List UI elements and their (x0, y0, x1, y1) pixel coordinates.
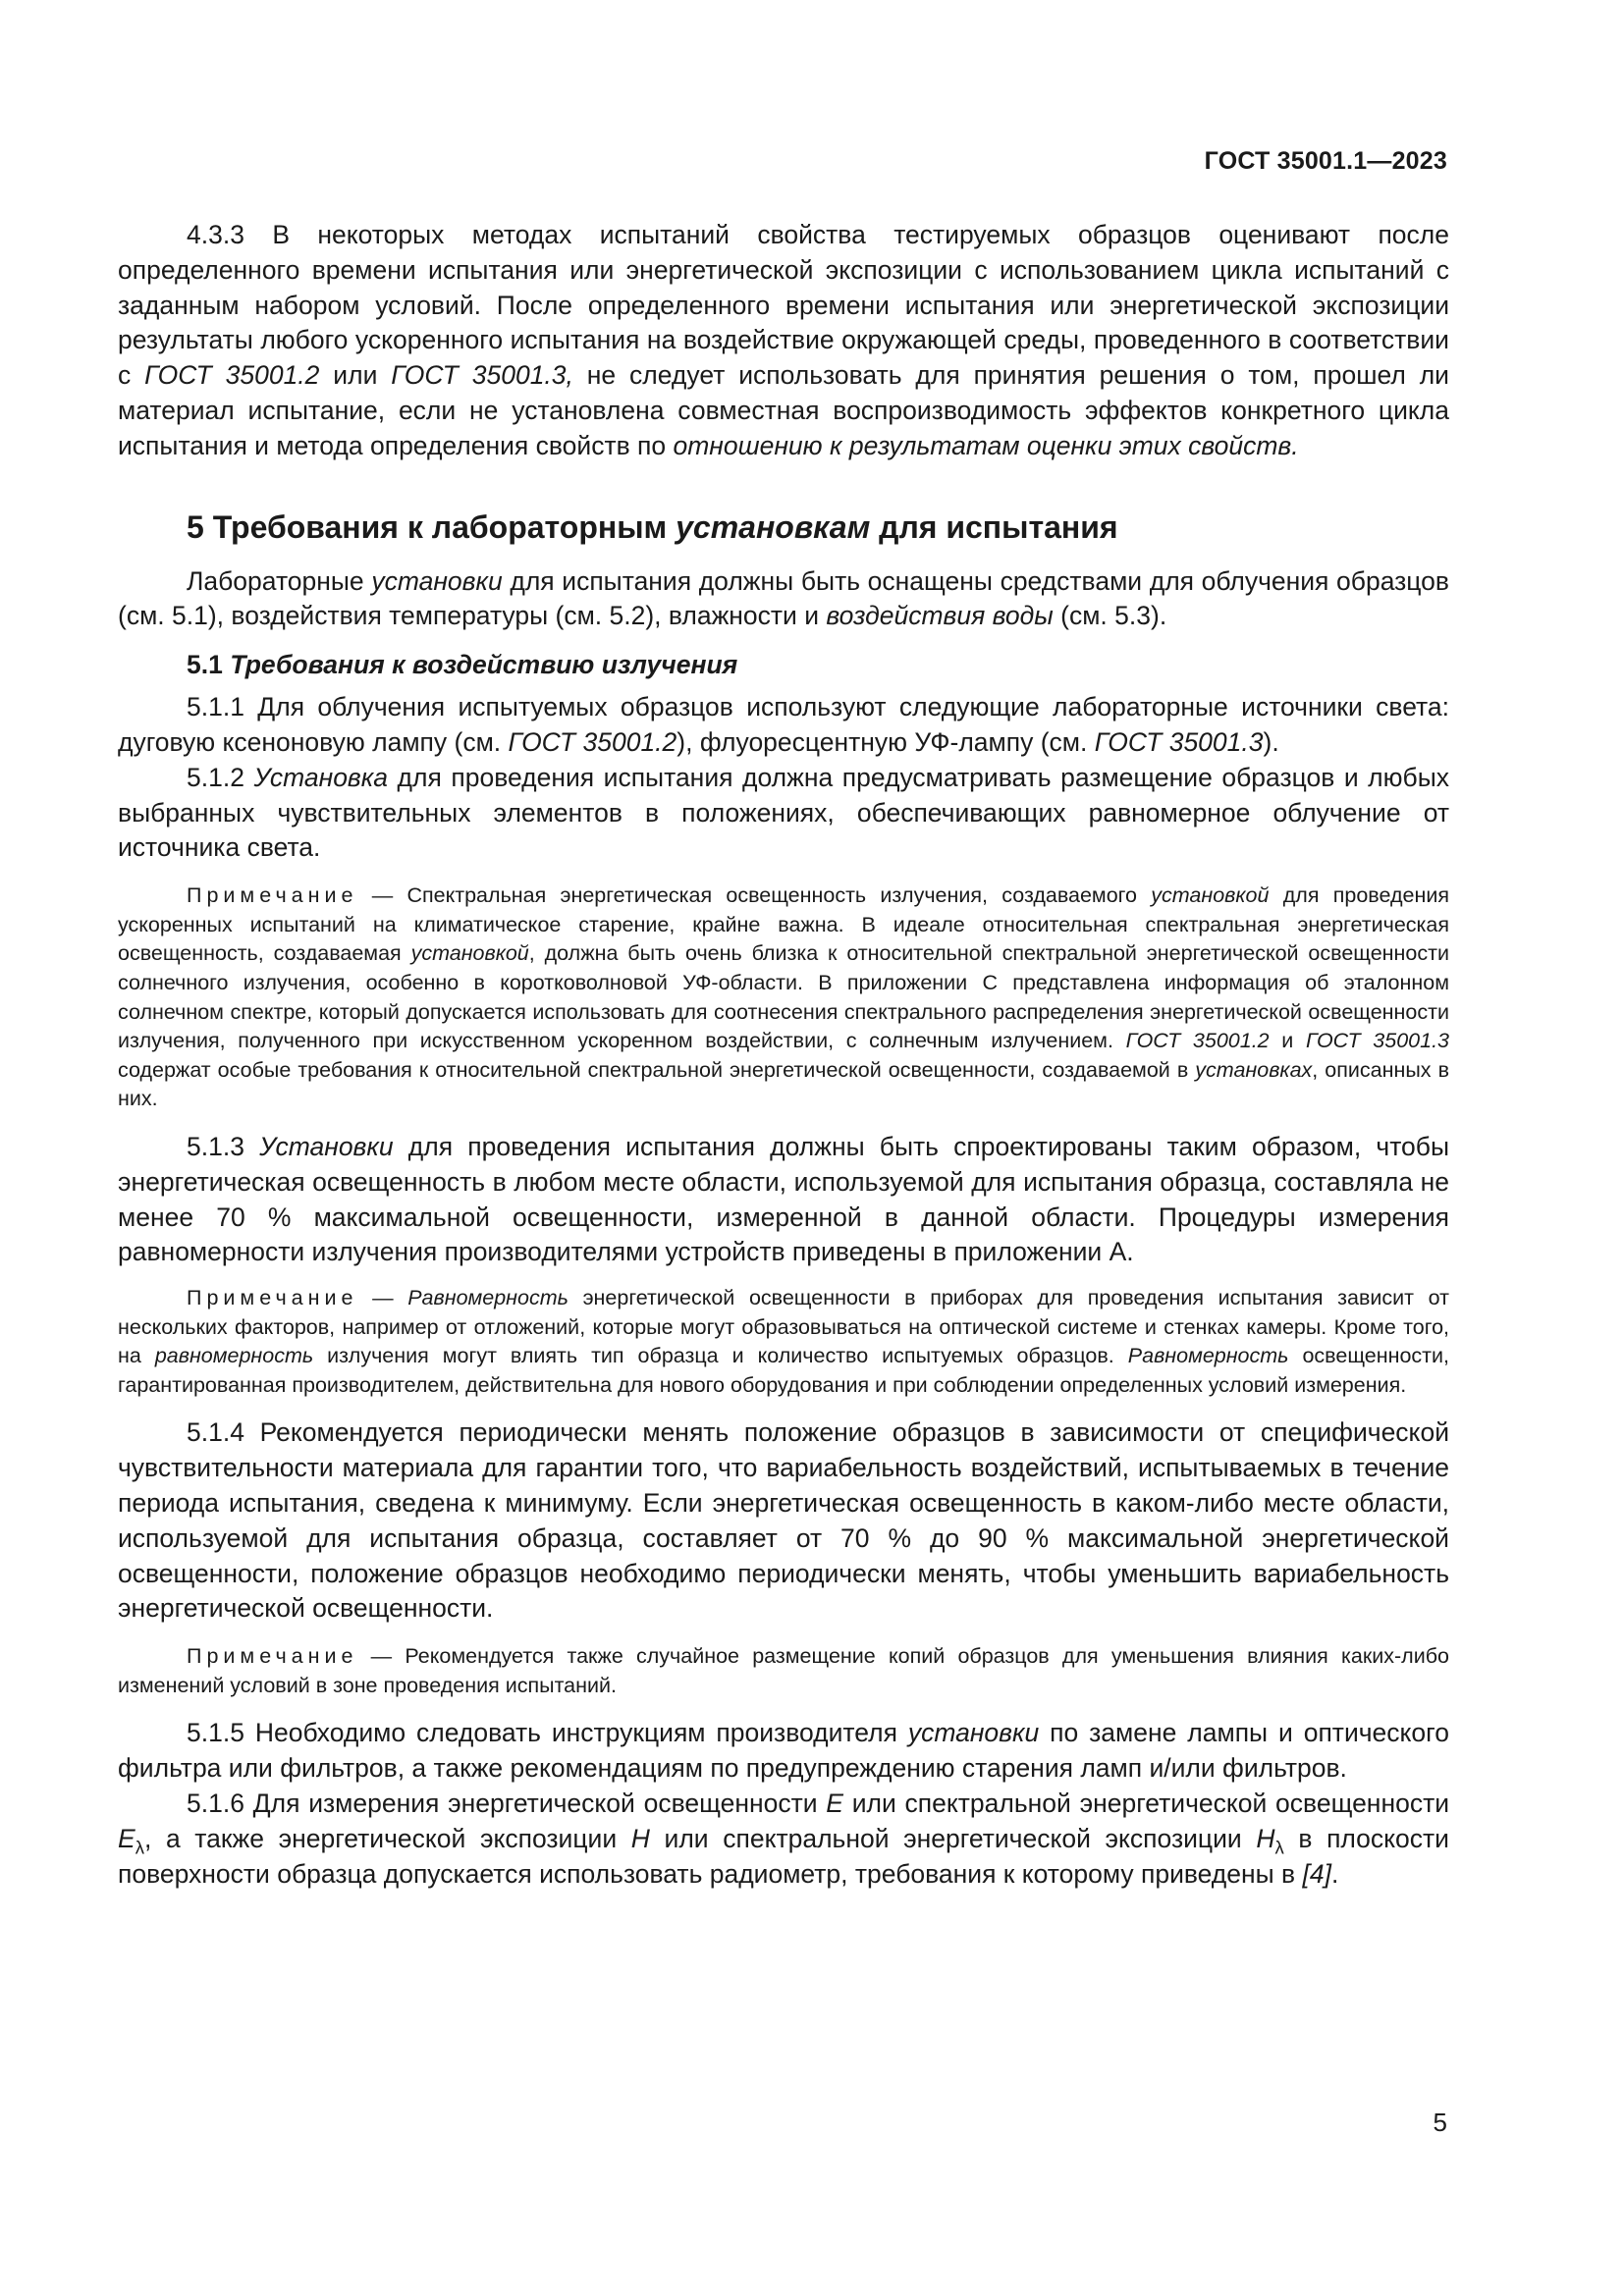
section-5-heading: 5 Требования к лабораторным установкам для испытания (187, 508, 1118, 545)
paragraph-5-1-4: 5.1.4 Рекомендуется периодически менять положение образцов в зависимости от специфической чувствительности материала для гарантии того, что вариабельность воздействий, испытываемых в течение периода испытания, сведена к минимуму. Если энергетическая освещенность в каком-либо месте области, используемой для испытания образца, составляет от 70 % до 90 % максимальной энергетической освещенности, положение образцов необходимо периодически менять, чтобы уменьшить вариабельность энергетической освещенности. (118, 1417, 1449, 1624)
paragraph-5-1-3: 5.1.3 Установки для проведения испытания должны быть спроектированы таким образом, чтобы энергетическая освещенность в любом месте области, используемой для испытания образца, составляла не менее 70 % максимальной освещенности, измеренной в данной области. Процедуры измерения равномерности излучения производителями устройств приведены в приложении А. (118, 1131, 1449, 1267)
document-header: ГОСТ 35001.1—2023 (1204, 147, 1447, 175)
section-5-1-heading: 5.1 Требования к воздействию излучения (187, 650, 738, 680)
paragraph-5-1-5: 5.1.5 Необходимо следовать инструкциям производителя установки по замене лампы и оптического фильтра или фильтров, а также рекомендациям по предупреждению старения ламп и/или фильтров. (118, 1718, 1449, 1784)
note-1: Примечание — Спектральная энергетическая освещенность излучения, создаваемого установкой для проведения ускоренных испытаний на климатическое старение, крайне важна. В идеале относительная спектральная энергетическая освещенность, создаваемая установкой, должна быть очень близка к относительной спектральной энергетической освещенности солнечного излучения, особенно в коротковолновой УФ-области. В приложении С представлена информация об эталонном солнечном спектре, который допускается использовать для соотнесения спектрального распределения энергетической освещенности излучения, полученного при искусственном ускоренном воздействии, с солнечным излучением. ГОСТ 35001.2 и ГОСТ 35001.3 содержат особые требования к относительной спектральной энергетической освещенности, создаваемой в установках, описанных в них. (118, 883, 1449, 1111)
paragraph-5-1-6: 5.1.6 Для измерения энергетической освещенности E или спектральной энергетической освещенности $E_\lambda$, а также энергетической экспозиции H или спектральной энергетической экспозиции $H_\lambda$ в плоскости поверхности образца допускается использовать радиометр, требования к которому приведены в [4]. (118, 1789, 1450, 1889)
note-3: Примечание — Рекомендуется также случайное размещение копий образцов для уменьшения влияния каких-либо изменений условий в зоне проведения испытаний. (118, 1644, 1449, 1697)
page-content (118, 218, 1449, 1892)
paragraph-5-1-2: 5.1.2 Установка для проведения испытания должна предусматривать размещение образцов и любых выбранных чувствительных элементов в положениях, обеспечивающих равномерное облучение от источника света. (118, 762, 1449, 863)
note-2: Примечание — Равномерность энергетической освещенности в приборах для проведения испытания зависит от нескольких факторов, например от отложений, которые могут образовываться на оптической системе и стенках камеры. Кроме того, на равномерность излучения могут влиять тип образца и количество испытуемых образцов. Равномерность освещенности, гарантированная производителем, действительна для нового оборудования и при соблюдении определенных условий измерения. (118, 1286, 1450, 1397)
paragraph-5-1-1: 5.1.1 Для облучения испытуемых образцов используют следующие лабораторные источники света: дуговую ксеноновую лампу (см. ГОСТ 35001.2), флуоресцентную УФ-лампу (см. ГОСТ 35001.3). (118, 692, 1449, 757)
page-number: 5 (1433, 2108, 1447, 2137)
paragraph-4-3-3: 4.3.3 В некоторых методах испытаний свойства тестируемых образцов оценивают после определенного времени испытания или энергетической экспозиции с использованием цикла испытаний с заданным набором условий. После определенного времени испытания или энергетической экспозиции результаты любого ускоренного испытания на воздействие окружающей среды, проведенного в соответствии с ГОСТ 35001.2 или ГОСТ 35001.3, не следует использовать для принятия решения о том, прошел ли материал испытание, если не установлена совместная воспроизводимость эффектов конкретного цикла испытания и метода определения свойств по отношению к результатам оценки этих свойств. (118, 220, 1449, 460)
section-5-intro: Лабораторные установки для испытания должны быть оснащены средствами для облучения образцов (см. 5.1), воздействия температуры (см. 5.2), влажности и воздействия воды (см. 5.3). (118, 565, 1449, 631)
